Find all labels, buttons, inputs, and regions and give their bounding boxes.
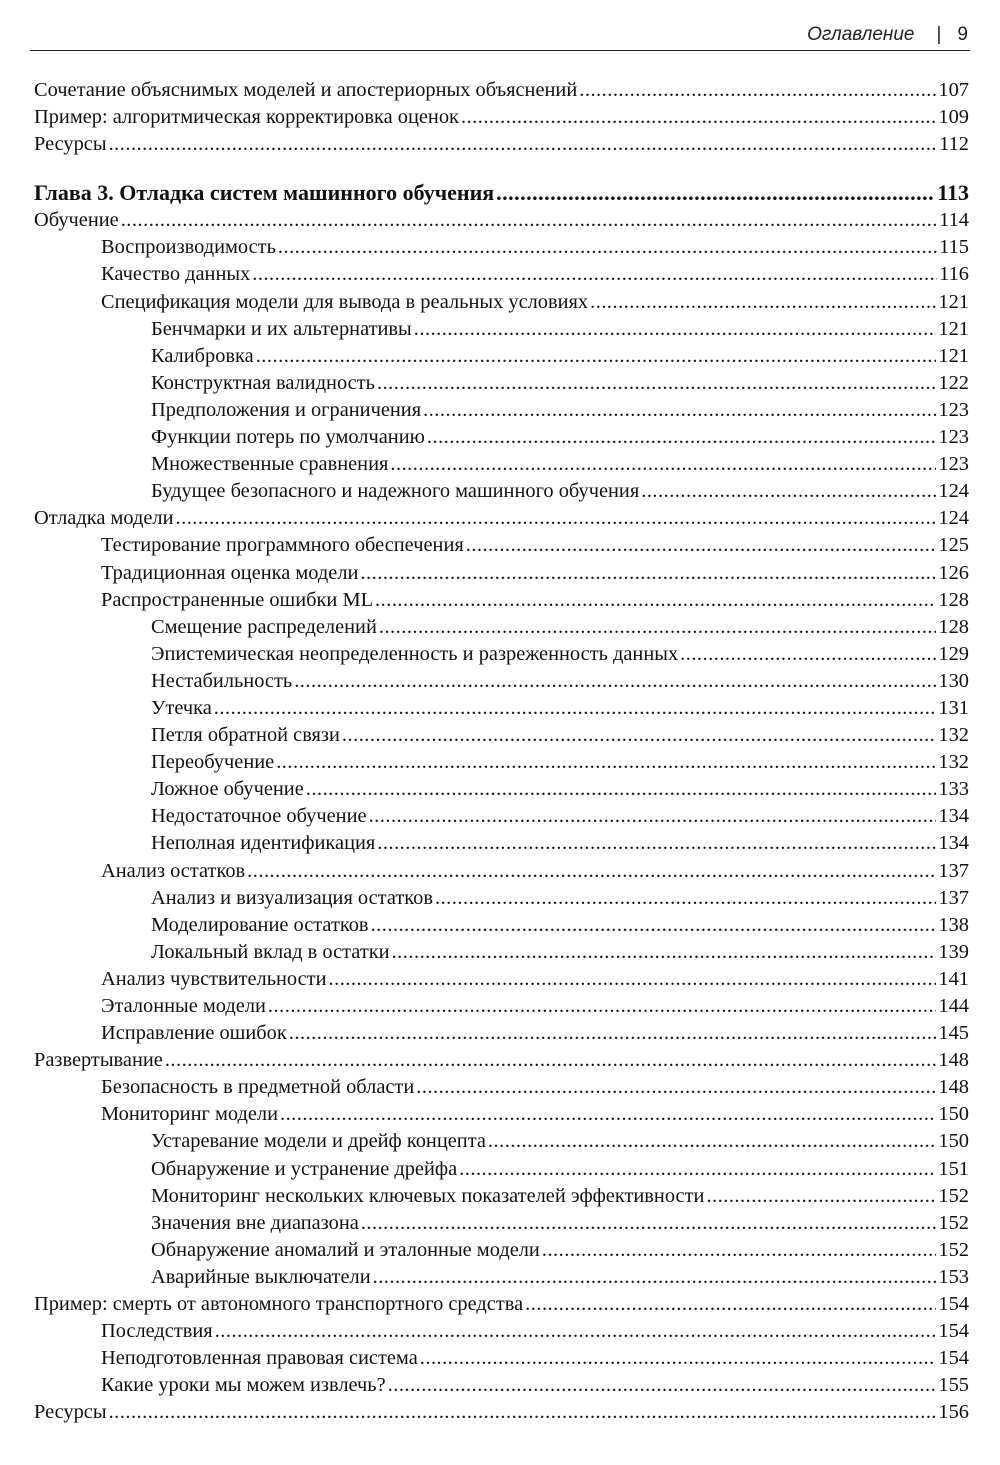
dot-leader (109, 1399, 937, 1426)
toc-entry-title: Смещение распределений (151, 615, 377, 638)
toc-entry[interactable] (34, 505, 969, 532)
toc-entry[interactable] (34, 1345, 969, 1372)
toc-entry-title: Эпистемическая неопределенность и разреженность данных (151, 642, 679, 665)
toc-entry-page: 138 (938, 913, 969, 936)
toc-entry[interactable] (34, 1210, 969, 1237)
toc-entry-page: 145 (938, 1022, 969, 1045)
dot-leader (377, 830, 936, 857)
toc-entry[interactable] (34, 131, 969, 158)
toc-entry[interactable] (34, 1372, 969, 1399)
toc-entry[interactable] (34, 668, 969, 695)
toc-entry-title: Анализ чувствительности (101, 967, 327, 990)
toc-entry[interactable] (34, 722, 969, 749)
toc-entry-page: 109 (938, 106, 969, 129)
toc-entry-title: Будущее безопасного и надежного машинного обучения (151, 480, 640, 503)
toc-entry[interactable] (34, 776, 969, 803)
dot-leader (435, 885, 936, 912)
toc-entry-page: 148 (938, 1076, 969, 1099)
toc-entry-page: 107 (938, 79, 969, 101)
toc-entry-page: 151 (938, 1157, 969, 1180)
toc-entry[interactable] (34, 1047, 969, 1074)
dot-leader (392, 939, 937, 966)
toc-entry[interactable] (34, 966, 969, 993)
toc-entry-page: 137 (938, 859, 969, 882)
toc-entry-page: 122 (938, 371, 969, 394)
toc-entry-page: 124 (938, 480, 969, 503)
toc-entry-page: 154 (938, 1320, 969, 1343)
dot-leader (215, 1318, 937, 1345)
dot-leader (579, 77, 936, 104)
toc-entry[interactable] (34, 885, 969, 912)
toc-entry-title: Локальный вклад в остатки (151, 940, 390, 963)
toc-entry[interactable] (34, 587, 969, 614)
dot-leader (420, 1345, 937, 1372)
dot-leader (590, 289, 936, 316)
toc-entry-page: 152 (938, 1211, 969, 1234)
toc-entry[interactable] (34, 749, 969, 776)
dot-leader (379, 614, 937, 641)
dot-leader (214, 695, 937, 722)
toc-entry-page: 131 (938, 696, 969, 719)
toc-entry-page: 133 (938, 778, 969, 801)
toc-entry-page: 130 (938, 669, 969, 692)
toc-entry[interactable] (34, 532, 969, 559)
toc-entry-page: 126 (938, 561, 969, 584)
toc-entry[interactable] (34, 343, 969, 370)
toc-entry-title: Переобучение (151, 751, 275, 774)
toc-entry-page: 121 (938, 344, 969, 367)
toc-chapter-heading[interactable] (34, 178, 969, 207)
toc-entry-page: 114 (939, 209, 969, 232)
toc-entry-title: Петля обратной связи (151, 724, 340, 747)
toc-entry-title: Последствия (101, 1320, 213, 1343)
toc-entry[interactable] (34, 234, 969, 261)
toc-entry-title: Мониторинг модели (101, 1103, 278, 1126)
toc-entry-title: Утечка (151, 696, 212, 719)
toc-entry-title: Значения вне диапазона (151, 1211, 359, 1234)
toc-entry-page: 148 (938, 1049, 969, 1072)
dot-leader (369, 803, 937, 830)
dot-leader (427, 424, 937, 451)
toc-entry[interactable] (34, 77, 969, 104)
dot-leader (416, 1074, 936, 1101)
toc-entry-title: Эталонные модели (101, 995, 266, 1017)
toc-entry-page: 123 (938, 426, 969, 449)
toc-entry[interactable] (34, 261, 969, 288)
dot-leader (176, 505, 937, 532)
dot-leader (641, 478, 936, 505)
toc-entry-page: 121 (938, 290, 969, 313)
dot-leader (306, 776, 937, 803)
dot-leader (423, 397, 936, 424)
toc-entry-page: 144 (938, 995, 969, 1017)
toc-entry-title: Анализ остатков (101, 859, 246, 882)
toc-entry-page: 150 (938, 1130, 969, 1153)
toc-entry-page: 115 (939, 236, 969, 259)
toc-entry-page: 123 (938, 453, 969, 476)
toc-entry[interactable] (34, 939, 969, 966)
dot-leader (488, 1128, 936, 1155)
dot-leader (390, 451, 936, 478)
toc-entry-page: 153 (938, 1265, 969, 1288)
toc-entry-title: Распространенные ошибки ML (101, 588, 374, 611)
toc-entry[interactable] (34, 289, 969, 316)
toc-entry[interactable] (34, 1399, 969, 1426)
toc-entry-page: 152 (938, 1238, 969, 1261)
toc-entry-page: 156 (938, 1401, 969, 1424)
toc-entry-title: Воспроизводимость (101, 236, 276, 259)
toc-entry-title: Спецификация модели для вывода в реальных условиях (101, 290, 589, 313)
toc-entry-page: 128 (938, 615, 969, 638)
toc-entry-page: 139 (938, 940, 969, 963)
dot-leader (377, 370, 936, 397)
toc-entry-page: 132 (938, 724, 969, 747)
dot-leader (278, 234, 937, 261)
toc-entry-title: Неполная идентификация (151, 832, 376, 855)
toc-entry[interactable] (34, 858, 969, 885)
dot-leader (294, 668, 936, 695)
toc-entry-page: 152 (938, 1184, 969, 1207)
toc-entry[interactable] (34, 397, 969, 424)
toc-entry-page: 125 (938, 534, 969, 557)
toc-entry-title: Пример: алгоритмическая корректировка оценок (34, 106, 459, 129)
toc-entry-page: 121 (938, 317, 969, 340)
toc-entry[interactable] (34, 1101, 969, 1128)
header-separator: | (936, 24, 942, 45)
toc-entry-title: Функции потерь по умолчанию (151, 426, 425, 449)
toc-entry[interactable] (34, 1020, 969, 1047)
dot-leader (247, 858, 936, 885)
toc-entry[interactable] (34, 316, 969, 343)
toc-entry-title: Тестирование программного обеспечения (101, 534, 464, 557)
toc-entry-title: Конструктная валидность (151, 371, 375, 394)
dot-leader (466, 532, 937, 559)
toc-entry-title: Исправление ошибок (101, 1022, 287, 1045)
toc-entry-page: 150 (938, 1103, 969, 1126)
toc-entry-title: Бенчмарки и их альтернативы (151, 317, 412, 340)
toc-entry-title: Традиционная оценка модели (101, 561, 359, 584)
toc-entry-page: 134 (938, 805, 969, 828)
toc-entry-page: 123 (938, 398, 969, 421)
toc-entry[interactable] (34, 912, 969, 939)
toc-entry-title: Множественные сравнения (151, 453, 389, 476)
running-title: Оглавление (807, 24, 915, 45)
toc-entry[interactable] (34, 370, 969, 397)
toc-entry-title: Обучение (34, 209, 119, 232)
dot-leader (371, 912, 937, 939)
dot-leader (496, 178, 935, 207)
dot-leader (121, 207, 937, 234)
toc-entry-title: Безопасность в предметной области (101, 1076, 415, 1099)
dot-leader (109, 131, 938, 158)
toc-entry-title: Развертывание (34, 1049, 163, 1072)
dot-leader (268, 993, 936, 1020)
toc-entry[interactable] (34, 1291, 969, 1318)
dot-leader (459, 1156, 936, 1183)
dot-leader (289, 1020, 937, 1047)
toc-entry-title: Недостаточное обучение (151, 805, 367, 828)
toc-entry[interactable] (34, 1183, 969, 1210)
toc-entry-title: Пример: смерть от автономного транспортного средства (34, 1293, 524, 1316)
toc-entry-title: Предположения и ограничения (151, 398, 422, 421)
chapter-page: 113 (937, 180, 969, 206)
toc-entry-title: Нестабильность (151, 669, 293, 692)
toc-entry[interactable] (34, 1264, 969, 1291)
dot-leader (165, 1047, 937, 1074)
dot-leader (361, 1210, 937, 1237)
dot-leader (461, 104, 936, 131)
toc-entry[interactable] (34, 1074, 969, 1101)
toc-entry-title: Ложное обучение (151, 778, 304, 801)
toc-entry[interactable] (34, 451, 969, 478)
toc-entry-title: Отладка модели (34, 507, 174, 530)
toc-entry-title: Сочетание объяснимых моделей и апостериорных объяснений (34, 79, 578, 101)
toc-entry-title: Аварийные выключатели (151, 1265, 371, 1288)
toc-entry[interactable] (34, 104, 969, 131)
toc-entry-title: Качество данных (101, 263, 251, 286)
toc-entry[interactable] (34, 1318, 969, 1345)
dot-leader (388, 1372, 937, 1399)
dot-leader (256, 343, 937, 370)
toc-entry[interactable] (34, 1128, 969, 1155)
toc-entries (34, 207, 969, 1426)
toc-entry-title: Калибровка (151, 344, 254, 367)
dot-leader (360, 560, 936, 587)
dot-leader (342, 722, 937, 749)
toc-entry-title: Ресурсы (34, 133, 107, 156)
toc-entry[interactable] (34, 830, 969, 857)
toc-entry[interactable] (34, 993, 969, 1020)
toc-entry-page: 134 (938, 832, 969, 855)
toc-entry[interactable] (34, 803, 969, 830)
toc-entry-page: 141 (938, 967, 969, 990)
dot-leader (373, 1264, 937, 1291)
dot-leader (252, 261, 937, 288)
dot-leader (329, 966, 937, 993)
toc-entry[interactable] (34, 560, 969, 587)
dot-leader (525, 1291, 936, 1318)
dot-leader (706, 1183, 936, 1210)
toc-entry-title: Моделирование остатков (151, 913, 369, 936)
toc-entry[interactable] (34, 207, 969, 234)
toc-entry-page: 132 (938, 751, 969, 774)
toc-entry-page: 124 (938, 507, 969, 530)
toc-entry[interactable] (34, 478, 969, 505)
dot-leader (680, 641, 936, 668)
dot-leader (375, 587, 936, 614)
toc-entry-title: Обнаружение аномалий и эталонные модели (151, 1238, 540, 1261)
toc-entry[interactable] (34, 614, 969, 641)
dot-leader (276, 749, 936, 776)
toc-entry-title: Устаревание модели и дрейф концепта (151, 1130, 486, 1153)
toc-entry-page: 128 (938, 588, 969, 611)
toc-entry-page: 154 (938, 1347, 969, 1370)
table-of-contents (34, 77, 969, 1427)
toc-entry[interactable] (34, 641, 969, 668)
toc-entry-page: 112 (939, 133, 969, 156)
chapter-title: Глава 3. Отладка систем машинного обучения (34, 180, 495, 206)
toc-entry-title: Обнаружение и устранение дрейфа (151, 1157, 458, 1180)
toc-entry-title: Ресурсы (34, 1401, 107, 1424)
toc-entry[interactable] (34, 695, 969, 722)
dot-leader (280, 1101, 936, 1128)
toc-entry-title: Какие уроки мы можем извлечь? (101, 1374, 386, 1397)
toc-entry-page: 137 (938, 886, 969, 909)
toc-entry-page: 154 (938, 1293, 969, 1316)
dot-leader (542, 1237, 937, 1264)
toc-entry-page: 116 (939, 263, 969, 286)
toc-entry-title: Неподготовленная правовая система (101, 1347, 418, 1370)
page-header (30, 22, 970, 51)
toc-entry-page: 155 (938, 1374, 969, 1397)
toc-entry[interactable] (34, 1237, 969, 1264)
toc-entry[interactable] (34, 1156, 969, 1183)
toc-entry-title: Мониторинг нескольких ключевых показателей эффективности (151, 1184, 705, 1207)
dot-leader (414, 316, 937, 343)
toc-entry-title: Анализ и визуализация остатков (151, 886, 433, 909)
page-number: 9 (957, 24, 968, 45)
toc-entry[interactable] (34, 424, 969, 451)
toc-entry-page: 129 (938, 642, 969, 665)
